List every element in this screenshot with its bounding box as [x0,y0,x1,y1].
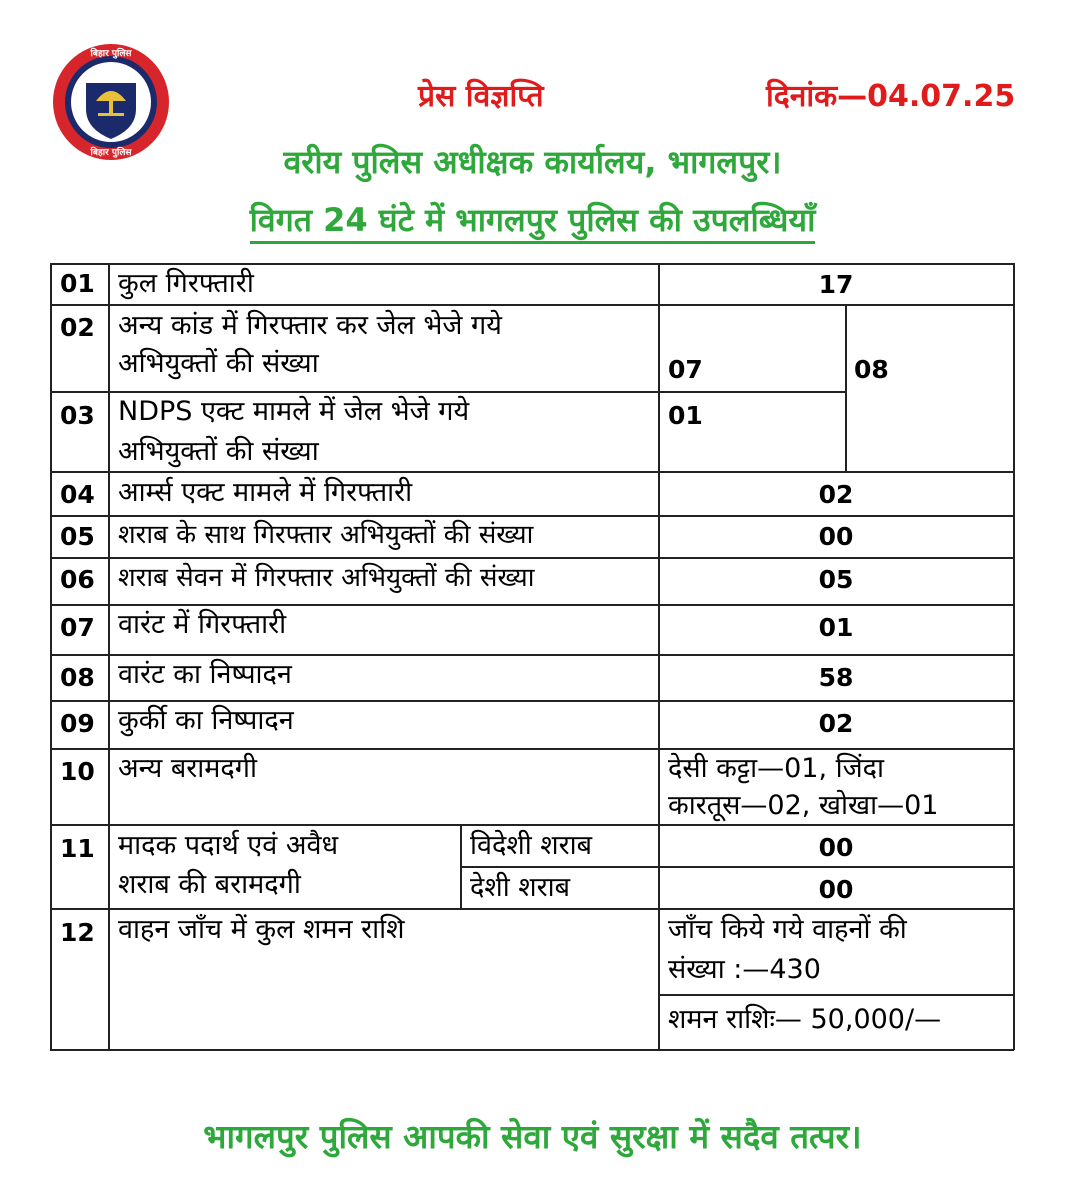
row-11-label-line2: शराब की बरामदगी [118,869,301,900]
row-01-sn: 01 [60,269,95,298]
combined-02-03-value: 08 [854,355,889,384]
achievements-subtitle [0,198,1065,241]
row-03-label-line2: अभियुक्तों की संख्या [118,436,319,467]
row-04-label: आर्म्स एक्ट मामले में गिरफ्तारी [118,477,413,508]
row-12-value-line1: जाँच किये गये वाहनों की [668,914,907,945]
footer-slogan: भागलपुर पुलिस आपकी सेवा एवं सुरक्षा में सदैव तत्पर। [203,1117,862,1156]
logo-text-top: बिहार पुलिस [90,49,132,59]
row-07-value: 01 [818,613,854,642]
row-05-sn: 05 [60,522,95,551]
row-05-value: 00 [818,522,854,551]
row-02-value: 07 [668,355,703,384]
row-01-value: 17 [818,270,854,299]
row-03-value: 01 [668,401,703,430]
row-08-label: वारंट का निष्पादन [118,659,292,690]
row-07-sn: 07 [60,613,95,642]
row-12-sn: 12 [60,918,95,947]
achievements-table [50,263,1014,1050]
row-02-label-line2: अभियुक्तों की संख्या [118,348,319,379]
office-title: वरीय पुलिस अधीक्षक कार्यालय, भागलपुर। [283,143,782,181]
row-10-label: अन्य बरामदगी [118,753,257,784]
row-07-label: वारंट में गिरफ्तारी [118,609,287,640]
row-03-sn: 03 [60,401,95,430]
row-09-sn: 09 [60,709,95,738]
row-11-sub1-label: विदेशी शराब [470,830,593,861]
row-06-label: शराब सेवन में गिरफ्तार अभियुक्तों की संख्या [118,563,535,593]
row-10-value-line2: कारतूस—02, खोखा—01 [668,790,939,821]
logo-text-bottom: बिहार पुलिस [90,148,132,158]
row-10-value-line1: देसी कट्टा—01, जिंदा [668,753,884,784]
row-11-sn: 11 [60,834,95,863]
row-09-value: 02 [818,709,854,738]
row-12-value-line2: संख्या :—430 [668,954,821,985]
row-11-sub1-value: 00 [818,833,854,862]
row-06-value: 05 [818,565,854,594]
row-04-sn: 04 [60,480,95,509]
row-08-sn: 08 [60,663,95,692]
row-09-label: कुर्की का निष्पादन [118,705,294,736]
row-11-sub2-label: देशी शराब [470,872,571,903]
row-12-value-line3: शमन राशिः— 50,000/— [668,1004,942,1035]
subtitle-text: विगत 24 घंटे में भागलपुर पुलिस की उपलब्धियाँ [250,201,816,244]
row-10-sn: 10 [60,757,95,786]
row-11-label-line1: मादक पदार्थ एवं अवैध [118,830,339,861]
row-02-sn: 02 [60,313,95,342]
row-06-sn: 06 [60,565,95,594]
row-05-label: शराब के साथ गिरफ्तार अभियुक्तों की संख्या [118,520,534,550]
row-03-label-line1: NDPS एक्ट मामले में जेल भेजे गये [118,396,470,427]
row-12-label: वाहन जाँच में कुल शमन राशि [118,914,405,945]
press-release-title: प्रेस विज्ञप्ति [418,79,544,114]
row-11-sub2-value: 00 [818,875,854,904]
row-02-label-line1: अन्य कांड में गिरफ्तार कर जेल भेजे गये [118,310,502,341]
row-04-value: 02 [818,480,854,509]
row-01-label: कुल गिरफ्तारी [118,268,254,299]
row-08-value: 58 [818,663,854,692]
press-date: दिनांक—04.07.25 [766,79,1016,114]
